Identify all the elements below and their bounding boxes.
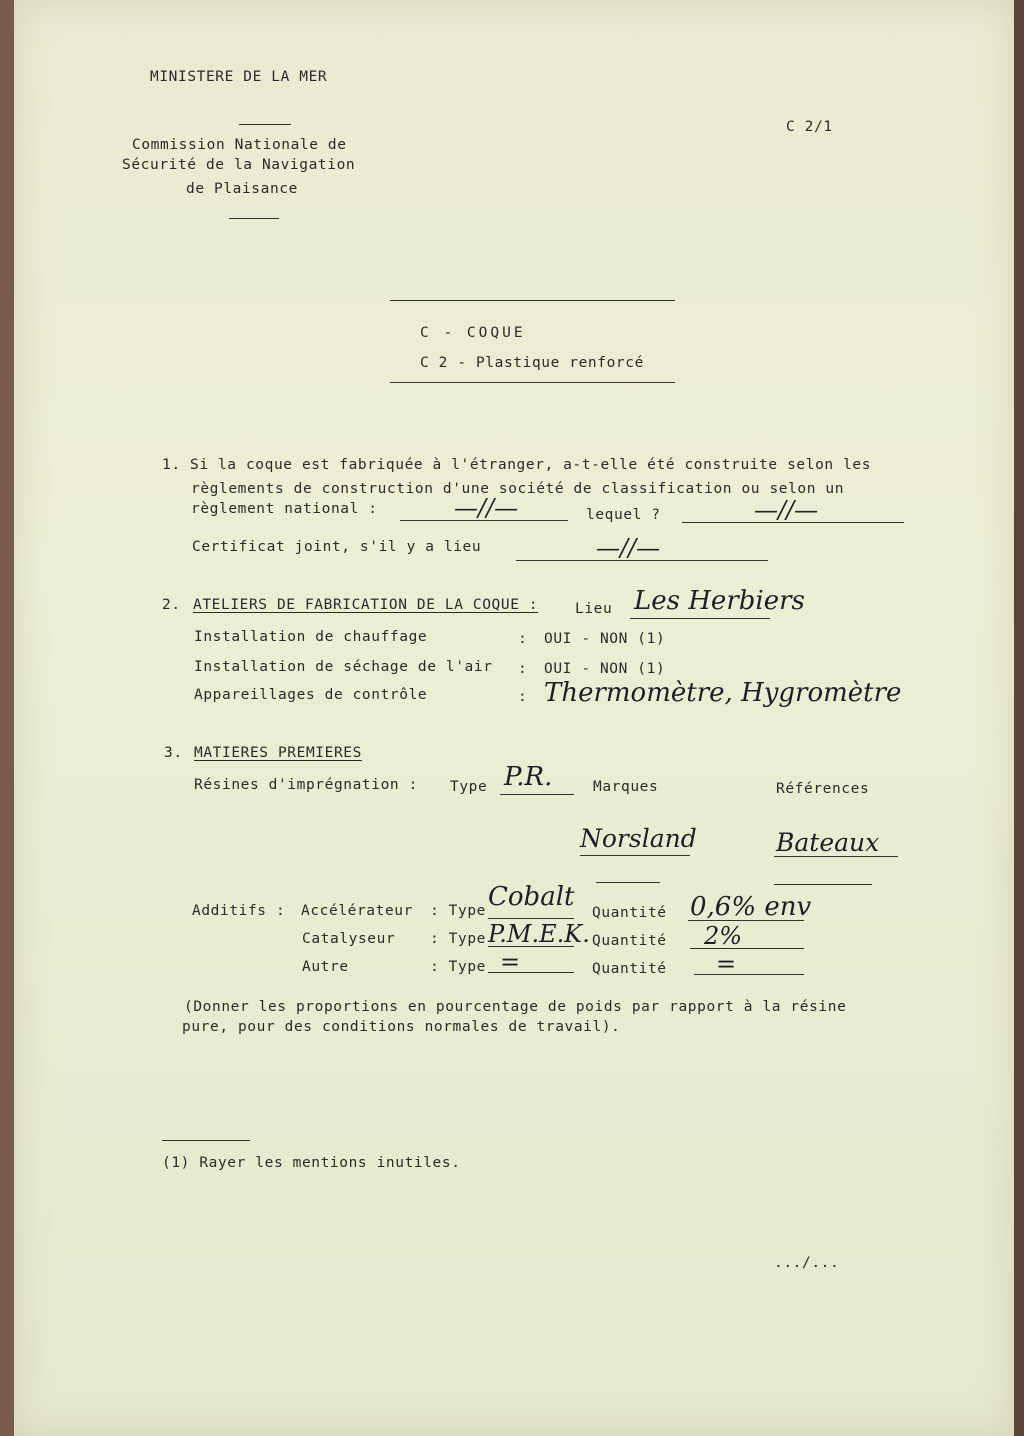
commission-line-3: de Plaisance bbox=[186, 181, 298, 197]
accelerateur-type-value: Cobalt bbox=[488, 882, 575, 912]
autre-type-value: = bbox=[500, 948, 521, 976]
q3-resine-type-blank bbox=[500, 794, 574, 795]
q3-references-label: Références bbox=[776, 781, 870, 797]
document-page bbox=[14, 0, 1014, 1436]
autre-quantite-value: = bbox=[716, 950, 737, 978]
q3-reference-value: Bateaux bbox=[776, 828, 880, 857]
q3-marque-underline bbox=[580, 855, 690, 856]
continuation-mark: .../... bbox=[774, 1255, 840, 1271]
q3-type-label: Type bbox=[450, 779, 488, 795]
q3-marque-value: Norsland bbox=[580, 824, 697, 853]
q3-heading: MATIERES PREMIERES bbox=[194, 745, 362, 761]
autre-quantite-label: Quantité bbox=[592, 961, 667, 977]
section-subtitle: C 2 - Plastique renforcé bbox=[420, 355, 644, 371]
q3-resines-label: Résines d'imprégnation : bbox=[194, 777, 418, 793]
accelerateur-type-blank bbox=[488, 918, 574, 919]
page-reference: C 2/1 bbox=[786, 119, 833, 135]
catalyseur-type-blank bbox=[488, 946, 574, 947]
commission-line-1: Commission Nationale de bbox=[132, 137, 347, 153]
accelerateur-quantite-value: 0,6% env bbox=[690, 892, 812, 922]
q3-marques-label: Marques bbox=[593, 779, 659, 795]
q2-chauffage-colon: : bbox=[518, 631, 528, 647]
q2-controle-label: Appareillages de contrôle bbox=[194, 687, 428, 703]
q2-lieu-label: Lieu bbox=[575, 601, 613, 617]
q2-number: 2. bbox=[162, 597, 181, 613]
q2-lieu-value: Les Herbiers bbox=[634, 586, 805, 616]
catalyseur-quantite-label: Quantité bbox=[592, 933, 667, 949]
header-rule-1 bbox=[239, 124, 291, 125]
note-line-1: (Donner les proportions en pourcentage de poids par rapport à la résine bbox=[184, 999, 847, 1015]
q1-certificat-value: —//— bbox=[596, 534, 661, 562]
q2-controle-colon: : bbox=[518, 689, 528, 705]
catalyseur-label: Catalyseur bbox=[302, 931, 396, 947]
q3-reference-blank bbox=[774, 884, 872, 885]
q2-heading: ATELIERS DE FABRICATION DE LA COQUE : bbox=[193, 597, 539, 613]
q3-number: 3. bbox=[164, 745, 183, 761]
title-bottom-rule bbox=[390, 382, 675, 383]
section-title: C - COQUE bbox=[420, 325, 526, 341]
autre-type-blank bbox=[488, 972, 574, 973]
footnote: (1) Rayer les mentions inutiles. bbox=[162, 1155, 461, 1171]
title-top-rule bbox=[390, 300, 675, 301]
q2-sechage-label: Installation de séchage de l'air bbox=[194, 659, 493, 675]
autre-type-label: : Type bbox=[430, 959, 486, 975]
header-rule-2 bbox=[229, 218, 279, 219]
q3-resine-type-value: P.R. bbox=[504, 762, 553, 792]
q1-lequel-label: lequel ? bbox=[586, 507, 661, 523]
autre-quantite-blank bbox=[694, 974, 804, 975]
accelerateur-quantite-label: Quantité bbox=[592, 905, 667, 921]
q1-line-1: 1. Si la coque est fabriquée à l'étranger, a-t-elle été construite selon les bbox=[162, 457, 872, 473]
catalyseur-quantite-blank bbox=[690, 948, 804, 949]
accelerateur-type-label: : Type bbox=[430, 903, 486, 919]
accelerateur-label: Accélérateur bbox=[301, 903, 413, 919]
q1-certificat-label: Certificat joint, s'il y a lieu bbox=[192, 539, 482, 555]
accelerateur-quantite-blank bbox=[688, 920, 804, 921]
q1-lequel-value: —//— bbox=[754, 496, 819, 524]
note-line-2: pure, pour des conditions normales de travail). bbox=[182, 1019, 621, 1035]
q2-chauffage-label: Installation de chauffage bbox=[194, 629, 428, 645]
q2-sechage-options: OUI - NON (1) bbox=[544, 661, 666, 677]
q2-sechage-colon: : bbox=[518, 661, 528, 677]
q2-controle-value: Thermomètre, Hygromètre bbox=[544, 678, 902, 708]
footnote-rule bbox=[162, 1140, 250, 1141]
catalyseur-type-value: P.M.E.K. bbox=[488, 920, 590, 948]
q3-marque-blank bbox=[596, 882, 660, 883]
commission-line-2: Sécurité de la Navigation bbox=[122, 157, 356, 173]
additifs-label: Additifs : bbox=[192, 903, 286, 919]
q2-lieu-blank bbox=[630, 618, 770, 619]
q1-line-2: règlements de construction d'une société de classification ou selon un bbox=[191, 481, 845, 497]
autre-label: Autre bbox=[302, 959, 349, 975]
catalyseur-type-label: : Type bbox=[430, 931, 486, 947]
q3-reference-underline bbox=[774, 856, 898, 857]
q1-national-value: —//— bbox=[454, 494, 519, 522]
ministry-name: MINISTERE DE LA MER bbox=[150, 69, 328, 85]
catalyseur-quantite-value: 2% bbox=[704, 922, 743, 950]
q1-line-3: règlement national : bbox=[191, 501, 378, 517]
q2-chauffage-options: OUI - NON (1) bbox=[544, 631, 666, 647]
